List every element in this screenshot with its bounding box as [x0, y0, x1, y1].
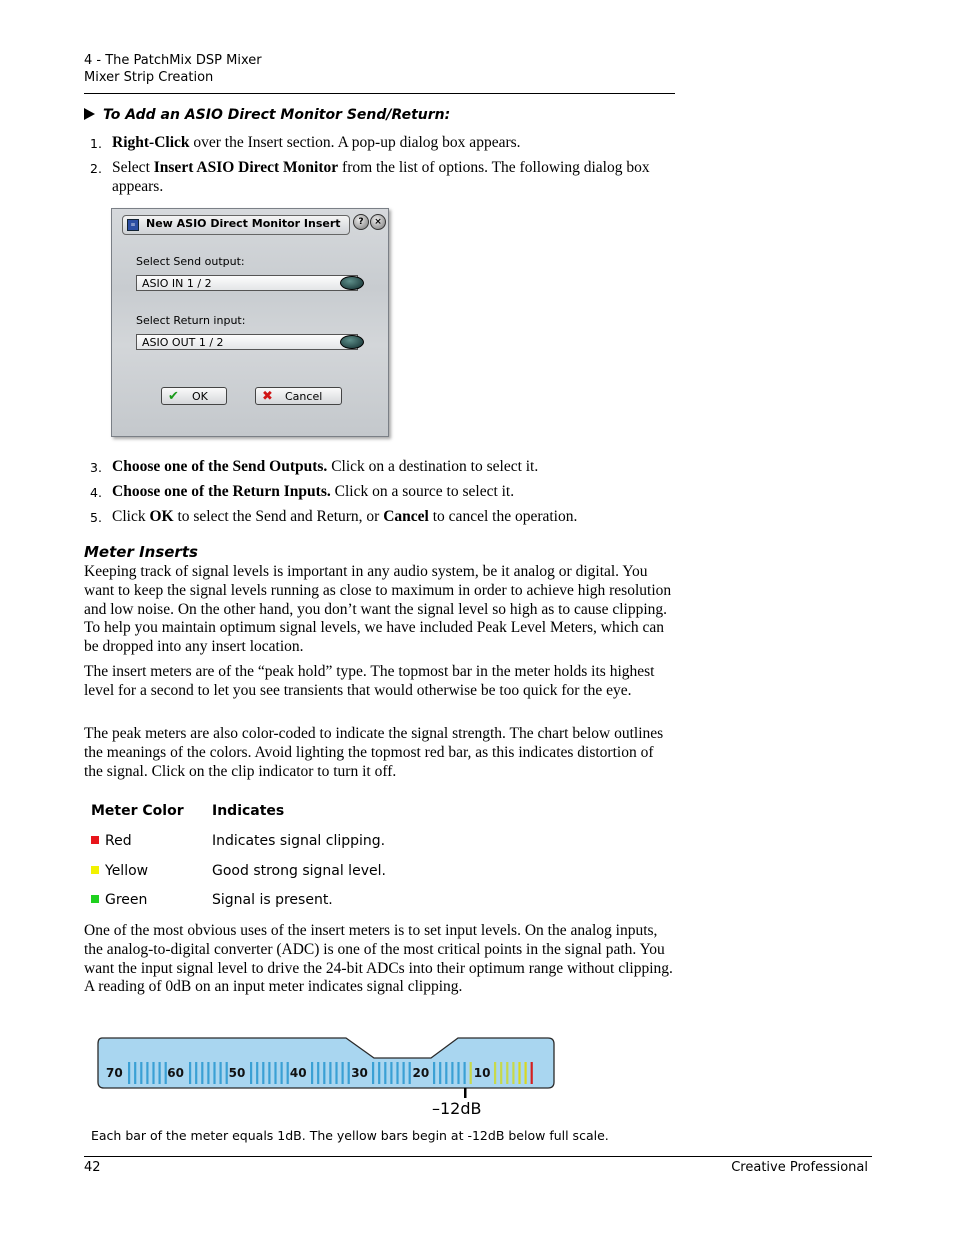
dialog-titlebar[interactable]: [122, 215, 350, 235]
meter-bar: [372, 1062, 374, 1084]
meter-bar: [152, 1062, 154, 1084]
return-dropdown-knob-icon[interactable]: [340, 335, 364, 349]
meter-bar: [268, 1062, 270, 1084]
meter-scale-label: 40: [289, 1066, 307, 1080]
footer-publisher: Creative Professional: [731, 1160, 868, 1175]
meter-inserts-heading: Meter Inserts: [84, 543, 198, 561]
meter-scale-label: 50: [228, 1066, 246, 1080]
table-cell-meaning: Good strong signal level.: [212, 863, 386, 879]
meter-bar: [390, 1062, 392, 1084]
meter-bar: [201, 1062, 203, 1084]
page-number: 42: [84, 1160, 101, 1175]
step-number: 2.: [90, 161, 102, 176]
step-bold: Right-Click: [112, 134, 190, 151]
step-bold: Choose one of the Return Inputs.: [112, 483, 331, 500]
paragraph-4: One of the most obvious uses of the insert meters is to set input levels. On the analog inputs, the analog-to-digital converter (ADC) is one of the most critical points in the signal path. You want the input signal level to drive the 24-bit ADCs into their optimum range without clipping. A reading of 0dB on an input meter indicates signal clipping.: [84, 922, 673, 996]
header-rule: [84, 93, 675, 94]
meter-bar: [433, 1062, 435, 1084]
meter-bar: [323, 1062, 325, 1084]
meter-bar: [226, 1062, 228, 1084]
return-input-label: Select Return input:: [136, 314, 246, 327]
meter-bar: [512, 1062, 514, 1084]
meter-bar: [409, 1062, 411, 1084]
table-row-yellow: [91, 863, 148, 879]
table-cell-meaning: Indicates signal clipping.: [212, 833, 386, 849]
step-bold: Insert ASIO Direct Monitor: [153, 159, 339, 176]
minus-12db-label: –12dB: [432, 1099, 482, 1118]
step-number: 4.: [90, 485, 102, 500]
meter-bar: [470, 1062, 472, 1084]
ok-button[interactable]: [161, 387, 227, 405]
paragraph-1: Keeping track of signal levels is important in any audio system, be it analog or digital. You want to keep the signal levels running as close to maximum in order to achieve high resolution and low noise. On the other hand, you don’t want the signal level so high as to cause clipping. To help you maintain optimum signal levels, we have included Peak Level Meters, which can be dropped into any insert location.: [84, 563, 672, 656]
meter-scale-label: 10: [473, 1066, 491, 1080]
meter-scale-label: 20: [412, 1066, 430, 1080]
meter-bar: [287, 1062, 289, 1084]
meter-bar: [262, 1062, 264, 1084]
step-bold: Cancel: [383, 508, 429, 525]
meter-bar: [146, 1062, 148, 1084]
meter-bar: [311, 1062, 313, 1084]
table-row-red: [91, 833, 132, 849]
meter-bar: [159, 1062, 161, 1084]
meter-bar: [384, 1062, 386, 1084]
checkmark-icon: ✔: [168, 389, 179, 404]
meter-bar: [317, 1062, 319, 1084]
step-number: 3.: [90, 460, 102, 475]
meter-bar: [464, 1062, 466, 1084]
dialog-title: New ASIO Direct Monitor Insert: [146, 217, 341, 230]
meter-bar: [140, 1062, 142, 1084]
procedure-title: [84, 107, 450, 123]
step-text: over the Insert section. A pop-up dialog box appears.: [189, 134, 521, 151]
x-icon: ✖: [262, 389, 273, 404]
meter-bar: [518, 1062, 520, 1084]
meter-bar: [445, 1062, 447, 1084]
step-3: [84, 457, 674, 476]
window-menu-icon[interactable]: ≡: [127, 219, 139, 231]
table-cell-meaning: Signal is present.: [212, 892, 333, 908]
step-5: [84, 507, 674, 526]
meter-bar: [128, 1062, 130, 1084]
color-name: Yellow: [105, 863, 149, 879]
meter-bar: [195, 1062, 197, 1084]
meter-bar: [213, 1062, 215, 1084]
step-1: [84, 133, 674, 152]
meter-bar: [494, 1062, 496, 1084]
meter-bar: [329, 1062, 331, 1084]
step-text: to cancel the operation.: [428, 508, 578, 525]
table-header-color: Meter Color: [91, 803, 184, 819]
peak-meter-graphic: [96, 1036, 556, 1100]
table-row-green: [91, 892, 147, 908]
return-input-select[interactable]: ASIO OUT 1 / 2: [136, 334, 358, 350]
section-title: Mixer Strip Creation: [84, 70, 214, 85]
step-2: [84, 158, 674, 196]
paragraph-2: The insert meters are of the “peak hold” type. The topmost bar in the meter holds its highest level for a second to let you see transients that would otherwise be too quick for the eye.: [84, 663, 655, 699]
meter-bar: [134, 1062, 136, 1084]
running-header: [84, 52, 262, 86]
meter-bar: [220, 1062, 222, 1084]
step-number: 1.: [90, 136, 102, 151]
step-text: from the list of options. The following dialog box appears.: [112, 159, 650, 195]
paragraph-3: The peak meters are also color-coded to indicate the signal strength. The chart below outlines the meanings of the colors. Avoid lighting the topmost red bar, as this indicates distortion of the signal. Click on the clip indicator to turn it off.: [84, 725, 664, 780]
step-text: Click on a source to select it.: [330, 483, 515, 500]
meter-scale-label: 60: [167, 1066, 185, 1080]
send-dropdown-knob-icon[interactable]: [340, 276, 364, 290]
meter-bar: [451, 1062, 453, 1084]
meter-bar: [250, 1062, 252, 1084]
meter-bar: [439, 1062, 441, 1084]
step-text: Click on a destination to select it.: [327, 458, 539, 475]
color-name: Green: [105, 892, 148, 908]
meter-bar: [378, 1062, 380, 1084]
meter-bar: [335, 1062, 337, 1084]
step-text: Click: [112, 508, 150, 525]
step-4: [84, 482, 674, 501]
send-output-label: Select Send output:: [136, 255, 245, 268]
meter-bar: [207, 1062, 209, 1084]
meter-bar: [525, 1062, 527, 1084]
procedure-title-text: To Add an ASIO Direct Monitor Send/Return:: [103, 107, 451, 123]
meter-bar: [342, 1062, 344, 1084]
step-bold: Choose one of the Send Outputs.: [112, 458, 328, 475]
help-button[interactable]: ?: [353, 214, 369, 230]
meter-scale-label: 30: [351, 1066, 368, 1080]
ok-label: OK: [192, 390, 208, 403]
meter-bar: [189, 1062, 191, 1084]
meter-bar: [281, 1062, 283, 1084]
send-output-select[interactable]: ASIO IN 1 / 2: [136, 275, 358, 291]
table-header-indicates: Indicates: [212, 803, 285, 819]
step-text: Select: [112, 159, 154, 176]
meter-bar: [256, 1062, 258, 1084]
red-swatch-icon: [91, 836, 99, 844]
meter-bar: [396, 1062, 398, 1084]
meter-bar: [457, 1062, 459, 1084]
meter-bar: [403, 1062, 405, 1084]
meter-bar: [531, 1062, 533, 1084]
asio-monitor-dialog: [111, 208, 389, 437]
yellow-swatch-icon: [91, 866, 99, 874]
cancel-label: Cancel: [285, 390, 323, 403]
meter-scale-label: 70: [106, 1066, 123, 1080]
meter-caption: Each bar of the meter equals 1dB. The yellow bars begin at -12dB below full scale.: [91, 1128, 609, 1143]
color-name: Red: [105, 833, 132, 849]
footer-rule: [84, 1156, 872, 1157]
step-bold: OK: [149, 508, 174, 525]
meter-bar: [274, 1062, 276, 1084]
step-text: to select the Send and Return, or: [173, 508, 384, 525]
arrow-right-icon: [84, 108, 95, 120]
cancel-button[interactable]: [255, 387, 342, 405]
close-button[interactable]: ×: [370, 214, 386, 230]
meter-bar: [348, 1062, 350, 1084]
meter-bar: [500, 1062, 502, 1084]
meter-bar: [506, 1062, 508, 1084]
green-swatch-icon: [91, 895, 99, 903]
step-number: 5.: [90, 510, 102, 525]
minus-12db-marker: [464, 1088, 467, 1098]
chapter-title: 4 - The PatchMix DSP Mixer: [84, 53, 262, 68]
